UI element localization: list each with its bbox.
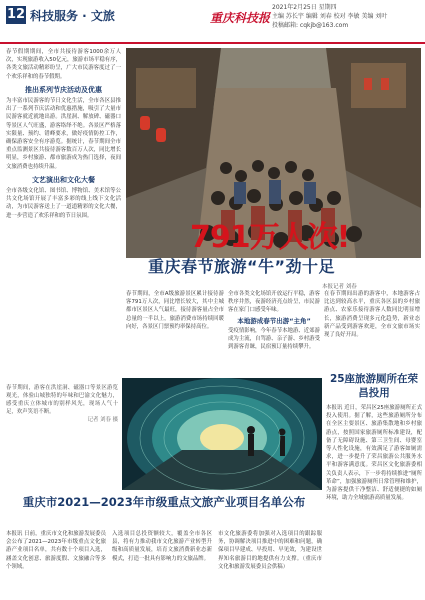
article-paragraph-1: 春节期间，全市A级旅游景区累计接待游客791万人次，同比增长较大，其中主城都市区景区人气最旺，接待游客量占全市总量的一半以上，旅游消费市场持续回暖向好，各景区门票预约率保持高位。 — [126, 291, 224, 330]
subhead-local-travel: 本地游成春节出游“主角” — [237, 316, 311, 325]
article-paragraph-2: 全市各类文化场馆开放运行平稳，游客秩序井然，夜游经济亮点纷呈，市民游客在家门口感受年味。 — [228, 291, 320, 314]
toilet-paragraph: 本报讯 近日，荣昌区25座旅游厕所正式投入使用。据了解，这些旅游厕所分布在全区主要景区、旅游集散地和乡村旅游点，按照国家旅游厕所标准建设，配备了无障碍设施、第三卫生间、母婴室等人性化设施，有效满足了游客如厕需求，进一步提升了荣昌旅游公共服务水平和游客满意度。荣昌区文化旅游委相关负责人表示，下一步将持续推进“厕所革命”，加强旅游厕所日常管理和维护，为游客提供干净整洁、舒适便捷的如厕环境，助力全域旅游高质量发展。 — [326, 405, 422, 502]
visitor-count-banner: 791万人次! — [190, 220, 350, 255]
article-paragraph-4: 在春节期间出游的游客中，本地游客占比达到较高水平，重庆各区县的乡村旅游点、农家乐接待游客人数同比明显增长，旅游消费呈现多元化趋势，新业态新产品受到游客欢迎，全市文旅市场实现了良好开局。 — [324, 291, 420, 339]
subhead-performances: 文艺演出和文化大餐 — [32, 175, 95, 184]
header-date: 2021年2月25日 星期四 — [272, 4, 337, 11]
subhead-festival: 推出系列节庆活动及优惠 — [25, 85, 102, 94]
left-column — [6, 48, 121, 376]
tunnel-photo — [122, 378, 322, 490]
caption-text: 春节期间，游客在洪崖洞、磁器口等景区游览观光，体验山城独特的年味和巴渝文化魅力，感受重庆立体城市的别样风光，现场人气十足，欢声笑语不断。 — [6, 385, 118, 415]
toilet-article-body — [326, 404, 422, 596]
project-column-1 — [6, 530, 106, 596]
project-paragraph-3: 市文化旅游委将加强对入选项目的跟踪服务，协调解决项目推进中的困难和问题，确保项目早建成、早投用、早见效，为建设世界知名旅游目的地提供有力支撑。（重庆市文化和旅游发展委员会供稿） — [218, 531, 322, 570]
article-column-2 — [228, 290, 320, 376]
festival-paragraph: 为丰富市民游客的节日文化生活，全市各区县推出了一系列节庆活动和优惠措施，吸引了大量市民游客就近就地出游。洪崖洞、解放碑、磁器口等景区人气旺盛，游客络绎不绝。各景区严格落实限量、预约、错峰要求，做好疫情防控工作，确保游客安全有序游览。据统计，春节期间全市重点监测景区共接待游客数百万人次，同比增长明显，乡村旅游、都市旅游成为热门选择，夜间文旅消费也持续升温。 — [6, 98, 121, 170]
header-rule — [0, 42, 425, 44]
main-byline: 本报记者 刘春 — [322, 284, 357, 290]
header-info — [272, 3, 422, 30]
main-headline: 重庆春节旅游“牛”劲十足 — [148, 257, 336, 276]
project-paragraph-2: 入选项目总投资额较大，覆盖全市各区县，将有力推动我市文化旅游产业转型升级和高质量发展，培育文旅消费新业态新模式，打造一批具有影响力的文旅品牌。 — [112, 531, 212, 562]
page-header — [0, 0, 425, 44]
project-column-2 — [112, 530, 212, 596]
project-paragraph-1: 本报讯 日前，重庆市文化和旅游发展委员会公布了2021—2023年市级重点文化旅游产业项目名单，共有数十个项目入选，涵盖文化创意、旅游度假、文旅融合等多个领域。 — [6, 531, 106, 570]
performance-paragraph: 全市各级文化馆、图书馆、博物馆、美术馆等公共文化场馆开展了丰富多彩的线上线下文化活动，为市民游客送上了一道道精彩的文化大餐，进一步营造了欢乐祥和的节日氛围。 — [6, 188, 121, 219]
newspaper-brand: 重庆科技报 — [210, 11, 271, 25]
article-column-1 — [126, 290, 224, 376]
toilet-article-title: 25座旅游厕所在荣昌投用 — [329, 373, 419, 399]
project-column-3 — [218, 530, 322, 596]
article-column-3 — [324, 290, 420, 370]
project-list-title: 重庆市2021—2023年市级重点文旅产业项目名单公布 — [22, 495, 306, 509]
intro-paragraph: 春节假期期间，全市共接待游客1000余万人次，实现旅游收入50亿元，旅游市场平稳有序，各类文旅活动精彩纷呈，广大市民游客度过了一个欢乐祥和的春节假期。 — [6, 49, 121, 80]
header-email: 投稿邮箱: cqkjb@163.com — [272, 22, 349, 29]
section-name: 科技服务 · 文旅 — [30, 9, 115, 23]
article-paragraph-3: 受疫情影响，今年春节本地游、近郊游成为主流，自驾游、亲子游、乡村游受到游客青睐，民宿预订量持续攀升。 — [228, 327, 320, 351]
header-editors: 主编 苏长宇 编辑 刘春 校对 李敏 美编 刘叶 — [272, 13, 388, 20]
page-number: 12 — [6, 7, 26, 22]
photo-caption — [6, 384, 118, 474]
caption-credit: 记者 刘春 摄 — [87, 417, 118, 423]
